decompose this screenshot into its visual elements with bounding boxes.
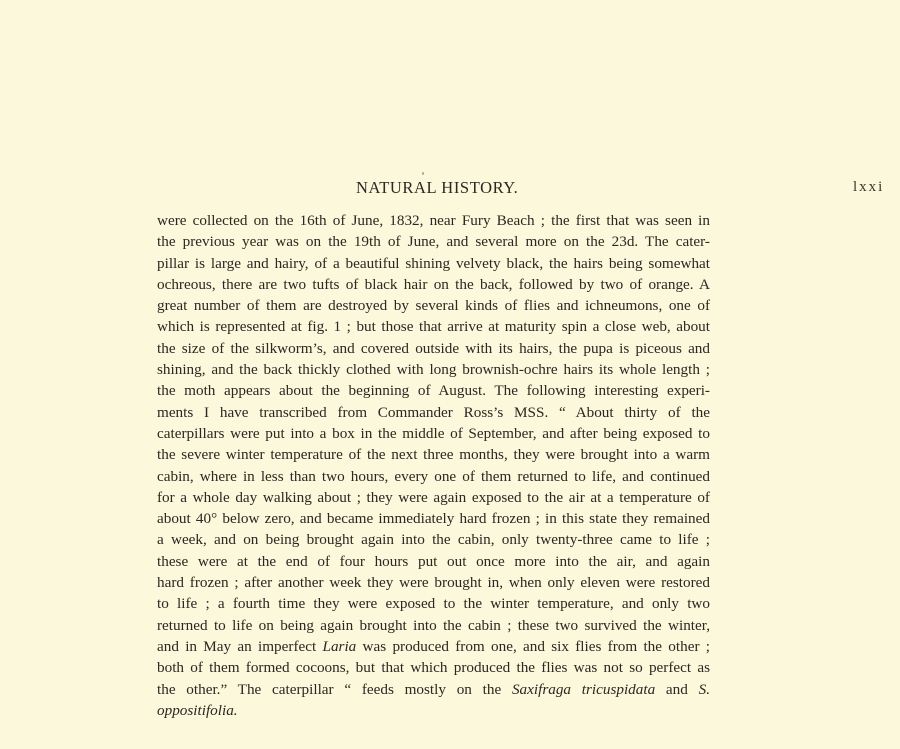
text-segment: the severe winter temperature of the next three months, they were brought into a warm (157, 446, 710, 464)
text-line (157, 444, 710, 465)
text-line (157, 231, 710, 252)
text-line (157, 529, 710, 550)
text-line (157, 338, 710, 359)
italic-text: S. (698, 680, 710, 698)
running-head (0, 178, 900, 200)
text-segment: and (655, 680, 699, 698)
text-segment: both of them formed cocoons, but that which produced the flies was not so perfect as (157, 659, 710, 677)
text-segment: a week, and on being brought again into the cabin, only twenty-three came to life ; (157, 531, 710, 549)
page-number: lxxi (853, 179, 885, 195)
text-line (157, 274, 710, 295)
text-segment: ments I have transcribed from Commander Ross’s MSS. “ About thirty of the (157, 403, 710, 421)
text-line (157, 572, 710, 593)
text-segment: returned to life on being again brought into the cabin ; these two survived the winter, (157, 616, 710, 634)
italic-text: Laria (322, 637, 357, 655)
text-line (157, 253, 710, 274)
running-title: NATURAL HISTORY. (356, 178, 519, 197)
text-line (157, 423, 710, 444)
text-segment: ochreous, there are two tufts of black hair on the back, followed by two of orange. A (157, 275, 710, 293)
text-line (157, 700, 710, 721)
text-line (157, 657, 710, 678)
text-segment: great number of them are destroyed by several kinds of flies and ichneumons, one of (157, 297, 710, 315)
text-segment: about 40° below zero, and became immediately hard frozen ; in this state they remained (157, 510, 710, 528)
text-line (157, 508, 710, 529)
text-segment: pillar is large and hairy, of a beautiful shining velvety black, the hairs being somewhat (157, 254, 710, 272)
text-segment: caterpillars were put into a box in the middle of September, and after being exposed to (157, 424, 710, 442)
body-text (157, 210, 710, 721)
text-segment: shining, and the back thickly clothed with long brownish-ochre hairs its whole length ; (157, 361, 710, 379)
text-line (157, 359, 710, 380)
text-line (157, 210, 710, 231)
text-segment: were collected on the 16th of June, 1832, near Fury Beach ; the first that was seen in (157, 212, 710, 229)
text-line (157, 593, 710, 614)
text-segment: the moth appears about the beginning of August. The following interesting experi- (157, 382, 710, 400)
text-line (157, 316, 710, 337)
ink-speck (422, 172, 424, 175)
text-segment: cabin, where in less than two hours, every one of them returned to life, and continued (157, 467, 710, 485)
text-line (157, 551, 710, 572)
text-segment: and in May an imperfect (157, 637, 323, 655)
text-segment: hard frozen ; after another week they were brought in, when only eleven were restored (157, 574, 710, 592)
text-line (157, 295, 710, 316)
text-segment: the other.” The caterpillar “ feeds mostly on the (157, 680, 512, 698)
text-segment: the size of the silkworm’s, and covered outside with its hairs, the pupa is piceous and (157, 339, 710, 357)
text-line (157, 679, 710, 700)
text-segment: the previous year was on the 19th of June, and several more on the 23d. The cater- (157, 233, 710, 251)
text-line (157, 380, 710, 401)
text-line (157, 615, 710, 636)
italic-text: oppositifolia. (157, 701, 238, 719)
text-line (157, 466, 710, 487)
italic-text: Saxifraga tricuspidata (511, 680, 656, 698)
text-segment: which is represented at fig. 1 ; but those that arrive at maturity spin a close web, about (157, 318, 710, 336)
text-segment: was produced from one, and six flies from the other ; (356, 637, 710, 655)
text-segment: these were at the end of four hours put out once more into the air, and again (157, 552, 710, 570)
text-line (157, 402, 710, 423)
text-line (157, 636, 710, 657)
text-segment: to life ; a fourth time they were exposed to the winter temperature, and only two (157, 595, 710, 613)
text-segment: for a whole day walking about ; they were again exposed to the air at a temperature of (157, 488, 710, 506)
text-line (157, 487, 710, 508)
